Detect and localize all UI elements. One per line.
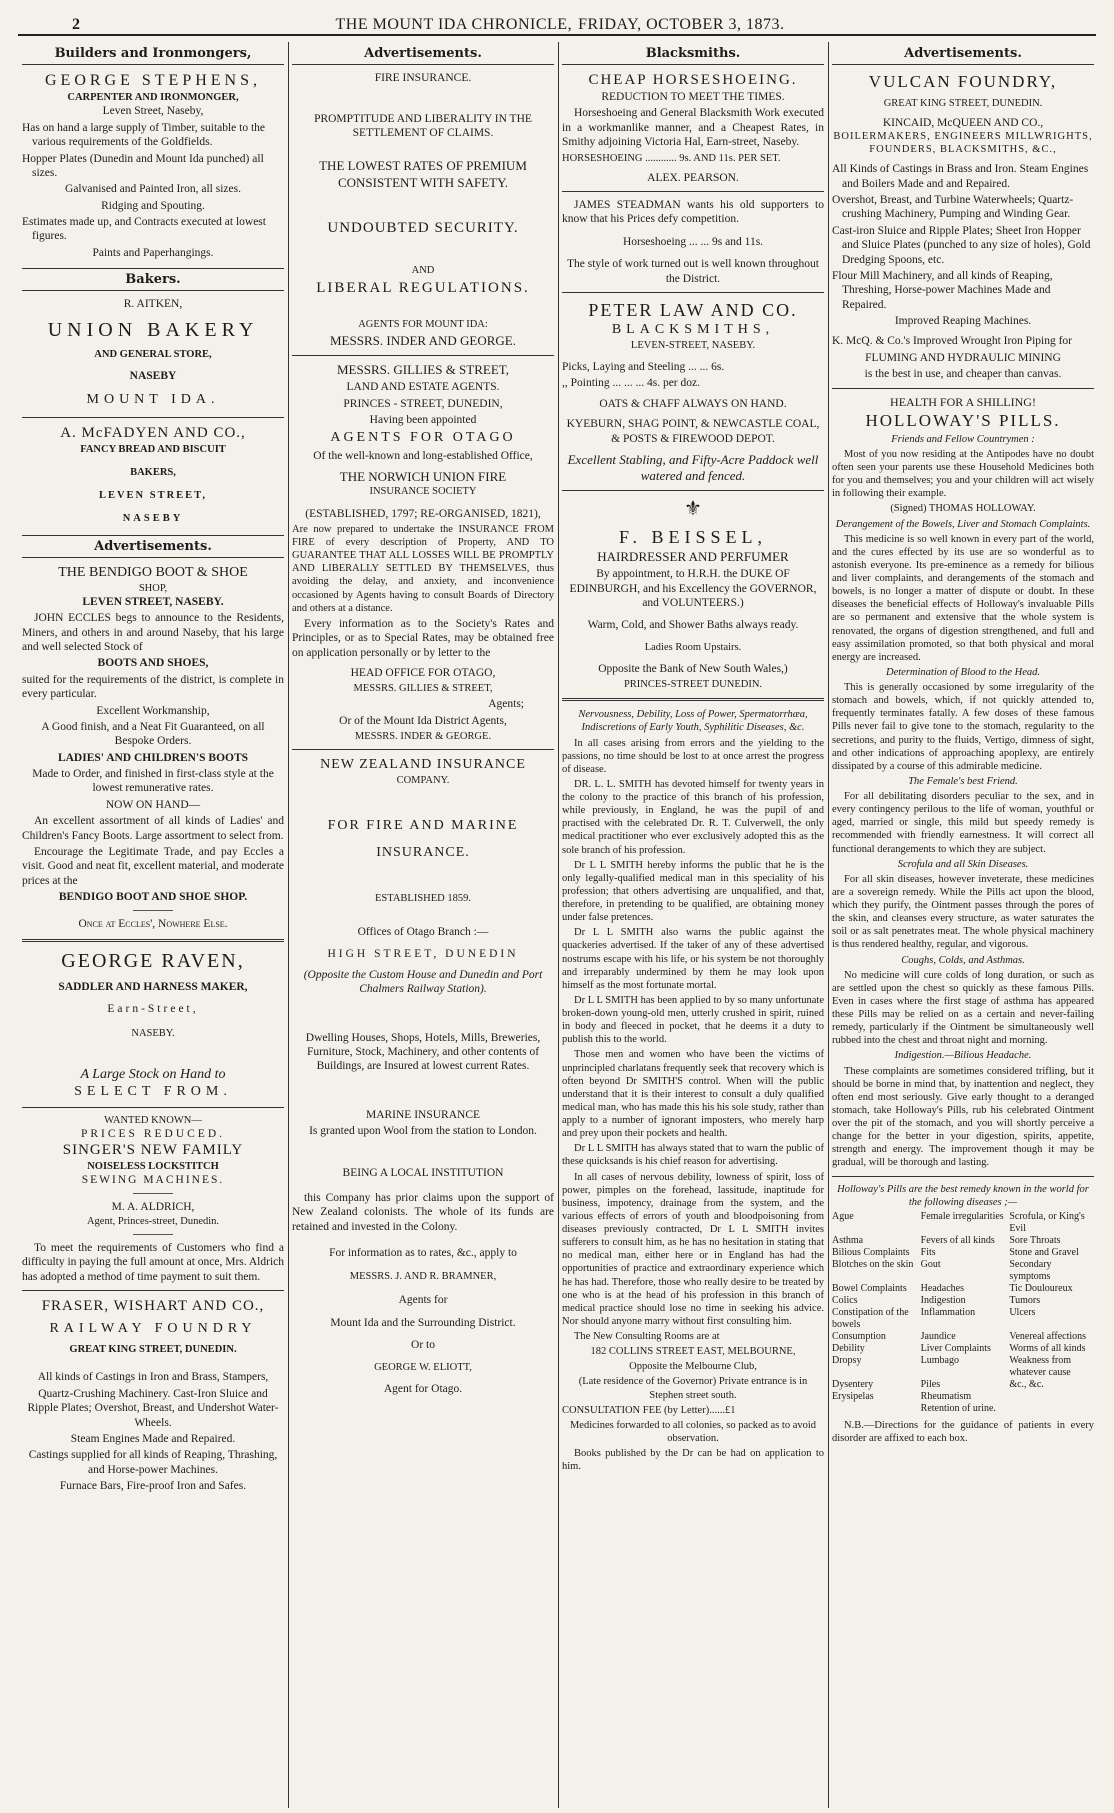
ad-line: SELECT FROM.	[74, 1084, 232, 1100]
ad-paragraph: An excellent assortment of all kinds of Ladies' and Children's Fancy Boots. Large assortment to select from.	[22, 815, 284, 842]
ad-subheading: Holloway's Pills are the best remedy known in the world for the following diseases ;—	[837, 1183, 1089, 1208]
page-number: 2	[72, 16, 80, 33]
disease-item: Scrofula, or King's Evil	[1009, 1210, 1085, 1234]
ad-line: By appointment, to H.R.H. the DUKE OF EDINBURGH, and his Excellency the GOVERNOR, and VOLUNTEERS.)	[569, 568, 817, 609]
ad-line: COMPANY.	[396, 774, 450, 786]
ad-line: Earn-Street,	[107, 1003, 199, 1016]
ad-line: PRINCES - STREET, DUNEDIN,	[343, 397, 503, 410]
ad-line: NASEBY.	[131, 1027, 175, 1039]
disease-item: Ague	[832, 1210, 854, 1222]
ad-line: LEVEN STREET,	[98, 489, 208, 501]
disease-item: Retention of urine.	[920, 1402, 996, 1414]
ad-line: Is granted upon Wool from the station to London.	[309, 1125, 537, 1137]
ad-line: Agent, Princes-street, Dunedin.	[86, 1215, 220, 1227]
ad-subheading: Derangement of the Bowels, Liver and Stomach Complaints.	[835, 518, 1091, 530]
ad-line: The style of work turned out is well known throughout the District.	[566, 258, 819, 285]
ad-line: Overshot, Breast, and Turbine Waterwheels; Quartz-crushing Machinery, Pumping and Winding Gear.	[832, 194, 1074, 221]
disease-item: Tumors	[1009, 1294, 1041, 1306]
ad-peter-law	[562, 299, 824, 485]
ad-line: Mount Ida and the Surrounding District.	[330, 1316, 516, 1329]
ad-line: R. AITKEN,	[123, 298, 183, 311]
disease-item: Constipation of the bowels	[832, 1306, 909, 1330]
ad-line: Steam Engines Made and Repaired.	[70, 1432, 236, 1445]
ad-line: LADIES' AND CHILDREN'S BOOTS	[57, 751, 249, 764]
disease-item: Lumbago	[920, 1354, 959, 1366]
disease-item: Blotches on the skin	[832, 1258, 914, 1270]
ad-pearson	[562, 71, 824, 185]
ad-paragraph: For all skin diseases, however inveterate, these medicines are a sovereign remedy. While the Pills act upon the blood, which they purify, the Ointment passes through the pores of the skin, and cleanses every structure, as water saturates the soil or as salt penetrates meat. The whole physical machinery is thus rendered healthy, regular, and vigorous.	[832, 873, 1094, 951]
disease-item: Rheumatism	[920, 1390, 972, 1402]
ad-paragraph: N.B.—Directions for the guidance of patients in every disorder are affixed to each box.	[832, 1419, 1094, 1444]
ad-paragraph: Most of you now residing at the Antipodes have no doubt often seen your parents use these Household Medicines both for you and themselves; you and your children will act wisely in following their example.	[832, 448, 1094, 500]
ad-paragraph: This medicine is so well known in every part of the world, and the cures effected by its use are so wonderful as to astonish everyone. Its pre-eminence as a remedy for bilious and liver complaints, and derangements of the stomach and bowels, is no longer a matter of dispute or doubt. In these diseases the beneficial effects of Holloway's invaluable Pills are so permanent and extensive that the whole system is renovated, the organs of digestion strengthened, and full and easy assimilation promoted, so that both physical and moral energy are increased.	[832, 533, 1094, 663]
ad-line: Flour Mill Machinery, and all kinds of Reaping, Threshing, Horse-power Machines Made and Repaired.	[832, 269, 1053, 311]
ad-line: Horseshoeing ... ... 9s and 11s.	[622, 235, 764, 248]
ad-paragraph: This is generally occasioned by some irregularity of the stomach and bowels, which, if not quickly attended to, frequently terminates fatally. A few doses of these famous Pills never fail to give tone to the stomach, regularity to the secretions, and purity to the fluids, Vertigo, dimness of sight, and other indications of approaching apoplexy, are entirely dissipated by a course of this admirable medicine.	[832, 682, 1094, 772]
paper-title: THE MOUNT IDA CHRONICLE,	[335, 16, 573, 33]
ad-line: NASEBY	[129, 369, 177, 382]
divider	[562, 292, 824, 293]
ad-paragraph: DR. L. L. SMITH has devoted himself for twenty years in the colony to the practice of this branch of his profession, while previously, in England, he was the pupil of and practised with the celebrated Dr. R. T. Culverwell, the only medical practitioner who ever exclusively adopted this as the sole branch of his profession.	[562, 778, 824, 856]
ad-subheading: Indigestion.—Bilious Headache.	[894, 1050, 1032, 1062]
ad-line: MESSRS. GILLIES & STREET,	[336, 361, 510, 377]
ad-line: All kinds of Castings in Iron and Brass, Stampers,	[37, 1371, 269, 1384]
ad-line: Offices of Otago Branch :—	[357, 926, 489, 938]
ad-line: GEORGE W. ELIOTT,	[374, 1361, 472, 1373]
divider	[133, 1193, 173, 1194]
ad-line: Or of the Mount Ida District Agents,	[339, 714, 507, 727]
ad-line: Galvanised and Painted Iron, all sizes.	[65, 183, 241, 196]
section-heading: Advertisements.	[22, 535, 284, 558]
ad-line: MESSRS. INDER & GEORGE.	[354, 731, 492, 743]
divider	[562, 490, 824, 491]
ad-line: LEVEN STREET, NASEBY.	[82, 595, 224, 608]
ad-subtitle: CARPENTER AND IRONMONGER,	[67, 92, 239, 104]
ad-line: NOISELESS LOCKSTITCH	[87, 1160, 219, 1172]
ad-line: INSURANCE.	[376, 845, 470, 861]
ad-line: Dwelling Houses, Shops, Hotels, Mills, Breweries, Furniture, Stock, Machinery, and other contents of Buildings, are Insured at lowest current Rates.	[305, 1031, 541, 1073]
ad-title: SINGER'S NEW FAMILY	[62, 1142, 244, 1159]
ad-line: Warm, Cold, and Shower Baths always ready.	[587, 619, 799, 632]
ad-line: BLACKSMITHS,	[611, 322, 775, 338]
ad-line: (Late residence of the Governor) Private entrance is in Stephen street south.	[578, 1376, 808, 1401]
column-3	[562, 46, 824, 1806]
ad-line: Picks, Laying and Steeling ... ... 6s.	[562, 361, 725, 373]
ad-line: BAKERS,	[130, 466, 176, 478]
ad-line: M. A. ALDRICH,	[111, 1201, 195, 1214]
ad-line: Estimates made up, and Contracts executed at lowest figures.	[22, 216, 266, 243]
ad-line: OATS & CHAFF ALWAYS ON HAND.	[599, 397, 787, 410]
ad-line: Opposite the Melbourne Club,	[629, 1361, 757, 1373]
ad-line: Castings supplied for all kinds of Reaping, Thrashing, and Horse-power Machines.	[28, 1449, 278, 1476]
disease-item: Dropsy	[832, 1354, 862, 1366]
ad-line: Furnace Bars, Fire-proof Iron and Safes.	[59, 1480, 247, 1492]
ad-paragraph: No medicine will cure colds of long duration, or such as are settled upon the chest so quickly as these famous Pills. Even in cases where the first stage of asthma has appeared these Pills may be relied on as a certain and never-failing remedy, particularly if the Ointment be simultaneously well rubbed into the chest and throat night and morning.	[832, 969, 1094, 1047]
ad-fraser	[22, 1297, 284, 1493]
ad-line: Excellent Workmanship,	[96, 704, 210, 717]
column-1	[22, 46, 284, 1806]
ad-paragraph: Those men and women who have been the victims of unprincipled charlatans frequently seek that recovery which is often beyond Dr SMITH'S control. When will the public understand that it is their interest to consult a duly qualified medical man, who has made this his his sole study, rather than apply to a number of ignorant imposters, who merely harp and prey upon their pockets and health.	[562, 1049, 824, 1140]
ad-line: PROMPTITUDE AND LIBERALITY IN THE SETTLEMENT OF CLAIMS.	[314, 112, 532, 139]
disease-list	[832, 1211, 1094, 1415]
ad-paragraph: this Company has prior claims upon the support of New Zealand colonists. The whole of its funds are retained and invested in the Colony.	[292, 1191, 554, 1233]
ad-line: SEWING MACHINES.	[81, 1174, 225, 1186]
ad-beissel	[562, 526, 824, 691]
ad-line: PRINCES-STREET DUNEDIN.	[623, 679, 763, 691]
ad-paragraph: To meet the requirements of Customers who find a difficulty in paying the full amount at once, Mrs. Aldrich has adopted a method of time payment to suit them.	[22, 1241, 284, 1283]
disease-item: Fits	[920, 1246, 936, 1258]
ad-paragraph: JOHN ECCLES begs to announce to the Residents, Miners, and others in and around Naseby, that his large and well selected Stock of	[22, 612, 284, 653]
ad-fire-insurance	[292, 71, 554, 349]
ad-line: NOW ON HAND—	[105, 798, 201, 811]
disease-item: Debility	[832, 1342, 865, 1354]
ad-line: PRICES REDUCED.	[80, 1127, 226, 1140]
ad-line: K. McQ. & Co.'s Improved Wrought Iron Piping for	[832, 335, 1073, 348]
ad-paragraph: For all debilitating disorders peculiar to the sex, and in every contingency perilous to the life of woman, youthful or aged, married or single, this mild but speedy remedy is recommended with friendly earnestness. It will correct all functional derangements to which they are subject.	[832, 791, 1094, 855]
ad-title: THE NORWICH UNION FIRE	[339, 469, 507, 485]
ad-line: HEAD OFFICE FOR OTAGO,	[350, 666, 496, 679]
ad-paragraph: suited for the requirements of the district, is complete in every particular.	[22, 673, 284, 701]
ad-line: MESSRS. GILLIES & STREET,	[353, 683, 493, 695]
divider	[562, 698, 824, 701]
disease-item: Female irregularities	[920, 1210, 1004, 1222]
royal-arms-emblem: ⚜	[684, 498, 702, 521]
ad-line: LAND AND ESTATE AGENTS.	[346, 381, 500, 394]
disease-item: Fevers of all kinds	[920, 1234, 995, 1246]
ad-title: VULCAN FOUNDRY,	[868, 72, 1058, 92]
masthead	[18, 8, 1096, 36]
ad-line: MESSRS. INDER AND GEORGE.	[330, 332, 516, 348]
ad-line: Agents;	[488, 698, 524, 711]
ad-line: GREAT KING STREET, DUNEDIN.	[883, 97, 1043, 109]
divider	[292, 355, 554, 356]
ad-line: REDUCTION TO MEET THE TIMES.	[601, 91, 785, 103]
ad-line: BOOTS AND SHOES,	[97, 657, 209, 670]
disease-item: Bowel Complaints	[832, 1282, 907, 1294]
ad-line: AGENTS FOR MOUNT IDA:	[358, 318, 488, 330]
disease-item: Colics	[832, 1294, 858, 1306]
divider	[292, 749, 554, 750]
ad-line: Has on hand a large supply of Timber, suitable to the various requirements of the Goldfields.	[22, 121, 266, 149]
ad-line: LIBERAL REGULATIONS.	[316, 279, 530, 296]
ad-title: CHEAP HORSESHOEING.	[588, 72, 798, 89]
ad-line: ALEX. PEARSON.	[647, 171, 739, 184]
disease-item: Inflammation	[920, 1306, 976, 1318]
disease-item: Secondary symptoms	[1009, 1258, 1052, 1282]
ad-line: Opposite the Bank of New South Wales,)	[598, 662, 788, 675]
disease-item: Piles	[920, 1378, 941, 1390]
disease-item: Indigestion	[920, 1294, 966, 1306]
ad-line: UNDOUBTED SECURITY.	[327, 219, 519, 236]
ad-address: Leven Street, Naseby,	[102, 105, 204, 118]
ad-mcfadyen	[22, 424, 284, 525]
ad-line: HORSESHOEING ............ 9s. AND 11s. PER SET.	[562, 152, 781, 164]
masthead-title	[18, 16, 1096, 34]
issue-date: FRIDAY, OCTOBER 3, 1873.	[578, 16, 785, 33]
divider	[22, 939, 284, 942]
divider	[562, 191, 824, 192]
ad-dr-smith	[562, 708, 824, 1473]
ad-holloway	[832, 395, 1094, 1446]
section-heading: Advertisements.	[832, 46, 1094, 65]
ad-line: Medicines forwarded to all colonies, so packed as to avoid observation.	[569, 1419, 817, 1444]
ad-title: A. McFADYEN AND CO.,	[60, 424, 246, 441]
ad-line: Quartz-Crushing Machinery. Cast-Iron Sluice and Ripple Plates; Overshot, Breast, and Undershot Water-Wheels.	[27, 1387, 279, 1429]
ad-line: Improved Reaping Machines.	[894, 315, 1032, 327]
disease-item: Jaundice	[920, 1330, 956, 1342]
ad-subheading: Friends and Fellow Countrymen :	[891, 433, 1035, 445]
ad-paragraph: The New Consulting Rooms are at	[574, 1331, 720, 1342]
ad-line: Agent for Otago.	[383, 1382, 463, 1395]
ad-line: AGENTS FOR OTAGO	[330, 430, 516, 446]
divider	[22, 1290, 284, 1291]
divider	[22, 417, 284, 418]
ad-paragraph: Dr L L SMITH also warns the public against the quackeries advertised. If the taker of any of these advertised nostrums escape with his life, or his system be not thoroughly and irreparably undermined by them he may look upon himself as the most fortunate mortal.	[562, 927, 824, 991]
ad-title: THE BENDIGO BOOT & SHOE	[58, 565, 248, 581]
ad-paragraph: In all cases of nervous debility, lowness of spirit, loss of power, pimples on the forehead, lassitude, inaptitude for business, impotency, drainage from the system, and the various effects of errors of youth and bloodpoisoning from diseases previously contracted, Dr L L SMITH invites sufferers to consult him, as he has no hesitation in stating that no medical man, either here or in England has had the opportunities of practice and extraordinary experience which he has had. Therefore, those who really desire to be treated by one who is at the head of his profession in this branch of medical practice should lose no time in seeking his advice. Nor should anyone marry without first consulting him.	[562, 1171, 824, 1327]
ad-subheading: Coughs, Colds, and Asthmas.	[901, 954, 1025, 966]
ad-line: INSURANCE SOCIETY	[369, 486, 477, 498]
divider	[133, 1234, 173, 1235]
ad-line: CONSULTATION FEE (by Letter)......£1	[562, 1404, 736, 1416]
ad-line: MOUNT IDA.	[86, 392, 220, 408]
ad-line: Once at Eccles', Nowhere Else.	[78, 918, 228, 931]
ad-line: SADDLER AND HARNESS MAKER,	[58, 980, 248, 993]
ad-title: HOLLOWAY'S PILLS.	[865, 410, 1061, 430]
disease-item	[832, 1403, 917, 1415]
ad-line: Excellent Stabling, and Fifty-Acre Paddock well watered and fenced.	[567, 451, 819, 484]
ad-line: A Good finish, and a Neat Fit Guaranteed, on all Bespoke Orders.	[41, 720, 265, 748]
ad-singer	[22, 1114, 284, 1284]
ad-subheading: Determination of Blood to the Head.	[886, 666, 1040, 678]
ad-paragraph: Dr L L SMITH has been applied to by so many unfortunate broken-down young-old men, utterly crushed in spirit, ruined in body and fleeced in pocket, that he deems it a duty to publish this to the world.	[562, 994, 824, 1046]
divider	[133, 910, 173, 911]
disease-item: Worms of all kinds	[1009, 1342, 1086, 1354]
ad-line: BOILERMAKERS, ENGINEERS MILLWRIGHTS, FOUNDERS, BLACKSMITHS, &C.,	[833, 131, 1093, 156]
ad-title: F. BEISSEL,	[618, 527, 768, 548]
ad-paragraph: In all cases arising from errors and the yielding to the passions, no time should be lost to at once arrest the progress of disease.	[562, 737, 824, 775]
ad-line: NASEBY	[122, 512, 184, 524]
ad-paragraph: Dr L L SMITH has always stated that to warn the public of these quicksands is his chief reason for advertising.	[562, 1143, 824, 1168]
disease-item: Consumption	[832, 1330, 886, 1342]
ad-line: (Opposite the Custom House and Dunedin and Port Chalmers Railway Station).	[303, 968, 543, 996]
ad-line: Paints and Paperhangings.	[92, 246, 214, 259]
ad-line: BEING A LOCAL INSTITUTION	[342, 1167, 504, 1180]
ad-line: Or to	[411, 1339, 435, 1352]
ad-paragraph: Every information as to the Society's Rates and Principles, or as to Special Rates, may be obtained free on application personally or by letter to the	[292, 617, 554, 659]
ad-line: All Kinds of Castings in Brass and Iron. Steam Engines and Boilers Made and and Repaired.	[832, 163, 1089, 190]
disease-item: Dysentery	[832, 1378, 874, 1390]
ad-paragraph: Dr L L SMITH hereby informs the public that he is the only legally-qualified medical man in this speciality of his profession; that others advertising are unqualified, and that, therefore, in pretending to be qualified, are obtaining money under false pretences.	[562, 859, 824, 924]
ad-paragraph: Encourage the Legitimate Trade, and pay Eccles a visit. Good and neat fit, excellent material, and moderate prices at the	[22, 845, 284, 887]
ad-title: GEORGE RAVEN,	[61, 949, 245, 972]
ad-line: LEVEN-STREET, NASEBY.	[630, 339, 756, 351]
ad-subheading: Scrofula and all Skin Diseases.	[897, 858, 1029, 870]
ad-gillies	[292, 362, 554, 463]
column-divider	[828, 42, 829, 1808]
section-heading: Blacksmiths.	[562, 46, 824, 65]
ad-line: FOR FIRE AND MARINE	[327, 817, 519, 833]
ad-line: KYEBURN, SHAG POINT, & NEWCASTLE COAL, & POSTS & FIREWOOD DEPOT.	[566, 418, 820, 445]
ad-norwich	[292, 469, 554, 743]
ad-subheading: The Female's best Friend.	[908, 775, 1018, 787]
ad-line: FANCY BREAD AND BISCUIT	[80, 443, 226, 455]
ad-line: KINCAID, McQUEEN AND CO.,	[882, 116, 1044, 129]
disease-item: Headaches	[920, 1282, 964, 1294]
ad-paragraph: Are now prepared to undertake the INSURANCE FROM FIRE of every description of Property, AND TO GUARANTEE THAT ALL LOSSES WILL BE PROMPTLY AND LIBERALLY SETTLED BY THEMSELVES, thus avoiding the delay, and anxiety, and inconvenience occasioned by Agents having to consult Boards of Directory and others at a distance.	[292, 523, 554, 614]
ad-line: Having been appointed	[369, 413, 477, 426]
ad-line: Ridging and Spouting.	[101, 199, 205, 212]
column-2	[292, 46, 554, 1806]
ad-stephens	[22, 71, 284, 260]
column-divider	[558, 42, 559, 1808]
disease-item: Bilious Complaints	[832, 1246, 910, 1258]
ad-paragraph: These complaints are sometimes considered trifling, but it should be borne in mind that, by inattention and neglect, they often end most seriously. Give early thought to a deranged stomach, take Holloway's Pills, rub his celebrated Ointment over the pit of the stomach, and you will shortly perceive a change for the better in your digestion, spirits, appetite, strength and energy. The improvement though it may be gradual, will be thorough and lasting.	[832, 1065, 1094, 1169]
ad-aitken	[22, 297, 284, 408]
ad-line: BENDIGO BOOT AND SHOE SHOP.	[58, 891, 248, 903]
ad-raven	[22, 949, 284, 1101]
disease-item: Asthma	[832, 1234, 864, 1246]
ad-title: PETER LAW AND CO.	[588, 299, 798, 320]
ad-line: RAILWAY FOUNDRY	[49, 1320, 257, 1336]
ad-line: FLUMING AND HYDRAULIC MINING	[865, 351, 1061, 364]
ad-line: WANTED KNOWN—	[104, 1114, 202, 1126]
divider	[832, 388, 1094, 389]
ad-line: Agents for	[398, 1294, 448, 1307]
ad-title: GEORGE STEPHENS,	[44, 72, 261, 90]
ad-line: (ESTABLISHED, 1797; RE-ORGANISED, 1821),	[305, 507, 541, 520]
ad-line: THE LOWEST RATES OF PREMIUM CONSISTENT WITH SAFETY.	[319, 158, 527, 190]
disease-item: Sore Throats	[1009, 1234, 1061, 1246]
disease-item: Ulcers	[1009, 1306, 1036, 1318]
ad-bendigo	[22, 564, 284, 932]
ad-paragraph: Books published by the Dr can be had on application to him.	[562, 1448, 824, 1473]
ad-vulcan	[832, 71, 1094, 381]
disease-item: Venereal affections	[1009, 1330, 1087, 1342]
ad-line: Nervousness, Debility, Loss of Power, Spermatorrhæa, Indiscretions of Early Youth, Syphilitic Diseases, &c.	[578, 709, 808, 734]
ad-line: A Large Stock on Hand to	[80, 1066, 226, 1082]
divider	[832, 1176, 1094, 1177]
ad-steadman	[562, 198, 824, 286]
disease-item: Liver Complaints	[920, 1342, 991, 1354]
ad-line: (Signed) THOMAS HOLLOWAY.	[890, 503, 1036, 515]
ad-line: Of the well-known and long-established Office,	[313, 449, 533, 462]
column-4	[832, 46, 1094, 1806]
ad-line: SHOP,	[138, 582, 168, 594]
disease-item: Erysipelas	[832, 1390, 874, 1402]
divider	[22, 1107, 284, 1108]
section-heading: Bakers.	[22, 268, 284, 291]
ad-paragraph: Horseshoeing and General Blacksmith Work executed in a workmanlike manner, and a Cheapest Rates, in Smithy adjoining Victoria Hal, Earn-street, Naseby.	[562, 107, 824, 149]
ad-line: AND GENERAL STORE,	[94, 348, 212, 360]
ad-line: HAIRDRESSER AND PERFUMER	[597, 548, 789, 564]
ad-line: FIRE INSURANCE.	[374, 72, 472, 85]
ad-line: Hopper Plates (Dunedin and Mount Ida punched) all sizes.	[22, 152, 264, 179]
ad-line: AND	[411, 264, 435, 276]
ad-line: Made to Order, and finished in first-class style at the lowest remunerative rates.	[32, 768, 274, 795]
disease-item: &c., &c.	[1009, 1378, 1044, 1390]
disease-item: Stone and Gravel	[1009, 1246, 1079, 1258]
disease-item: Gout	[920, 1258, 941, 1270]
ad-line: HEALTH FOR A SHILLING!	[890, 394, 1036, 409]
ad-title: NEW ZEALAND INSURANCE	[320, 757, 526, 773]
ad-line: 182 COLLINS STREET EAST, MELBOURNE,	[590, 1346, 796, 1358]
section-heading: Advertisements.	[292, 46, 554, 65]
disease-item: Weakness from whatever cause	[1009, 1354, 1072, 1378]
ad-line: Ladies Room Upstairs.	[644, 641, 742, 653]
ad-line: GREAT KING STREET, DUNEDIN.	[69, 1344, 237, 1356]
disease-item	[1009, 1403, 1094, 1415]
ad-paragraph: JAMES STEADMAN wants his old supporters to know that his Prices defy competition.	[562, 199, 824, 226]
column-divider	[288, 42, 289, 1808]
disease-item: Tic Douloureux	[1009, 1282, 1073, 1294]
ad-line: is the best in use, and cheaper than canvas.	[864, 368, 1062, 381]
ad-line: MESSRS. J. AND R. BRAMNER,	[349, 1271, 497, 1283]
ad-line: ESTABLISHED 1859.	[375, 892, 471, 904]
section-heading: Builders and Ironmongers,	[22, 46, 284, 65]
disease-item	[1009, 1391, 1094, 1403]
ad-line: Cast-iron Sluice and Ripple Plates; Sheet Iron Hopper and Sluice Plates (punched to any size of holes), Gold Dredging Spoons, etc.	[832, 224, 1091, 266]
ad-title: FRASER, WISHART AND CO.,	[41, 1298, 265, 1314]
ad-line: HIGH STREET, DUNEDIN	[327, 948, 519, 961]
ad-nz-insurance	[292, 756, 554, 1396]
ad-line: ,, Pointing ... ... ... 4s. per doz.	[562, 377, 700, 390]
ad-line: For information as to rates, &c., apply to	[329, 1246, 517, 1259]
ad-line: MARINE INSURANCE	[365, 1108, 481, 1121]
ad-title: UNION BAKERY	[47, 318, 259, 341]
